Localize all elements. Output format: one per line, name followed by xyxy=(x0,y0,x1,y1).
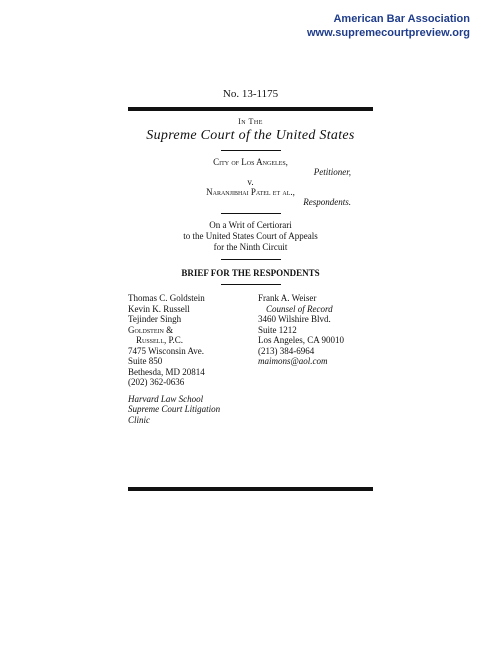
counsel-name: Tejinder Singh xyxy=(128,314,182,324)
phone: (202) 362-0636 xyxy=(128,377,185,387)
address-line: Suite 1212 xyxy=(258,324,297,335)
divider xyxy=(221,284,281,285)
counsel-block xyxy=(128,293,373,425)
brief-title: BRIEF FOR THE RESPONDENTS xyxy=(181,268,320,278)
address-line: 3460 Wilshire Blvd. xyxy=(258,314,331,324)
counsel-name: Frank A. Weiser xyxy=(258,293,317,303)
counsel-right xyxy=(258,293,373,425)
top-rule xyxy=(128,107,373,111)
versus: v. xyxy=(247,177,254,187)
email: maimons@aol.com xyxy=(258,356,328,366)
writ-line: to the United States Court of Appeals xyxy=(183,231,318,241)
counsel-title: Counsel of Record xyxy=(266,303,333,314)
docket-number: No. 13-1175 xyxy=(222,88,279,100)
petitioner-role: Petitioner, xyxy=(313,167,351,177)
watermark xyxy=(307,12,470,40)
address-line: Los Angeles, CA 90010 xyxy=(258,335,345,345)
clinic-line: Supreme Court Litigation xyxy=(128,404,221,414)
divider xyxy=(221,213,281,214)
watermark-site: www.supremecourtpreview.org xyxy=(306,27,470,39)
divider xyxy=(221,259,281,260)
clinic xyxy=(128,394,258,426)
respondent-role: Respondents. xyxy=(303,197,351,207)
court-in-the: In The xyxy=(238,117,263,126)
counsel-left xyxy=(128,293,258,425)
writ-description xyxy=(128,220,373,253)
address-line: Bethesda, MD 20814 xyxy=(128,366,205,377)
address-line: 7475 Wisconsin Ave. xyxy=(128,345,205,356)
respondent-name: Naranjibhai Patel et al., xyxy=(206,187,295,197)
watermark-org: American Bar Association xyxy=(333,13,470,25)
firm-name: Goldstein & xyxy=(128,324,174,335)
brief-cover xyxy=(128,80,373,425)
counsel-name: Thomas C. Goldstein xyxy=(128,293,205,303)
bottom-rule xyxy=(128,487,373,491)
divider xyxy=(221,150,281,151)
counsel-name: Kevin K. Russell xyxy=(128,303,190,314)
petitioner-name: City of Los Angeles, xyxy=(213,157,288,167)
phone: (213) 384-6964 xyxy=(258,345,315,356)
clinic-line: Harvard Law School xyxy=(128,393,204,404)
clinic-line: Clinic xyxy=(128,414,150,425)
firm-name: Russell, P.C. xyxy=(136,335,184,345)
writ-line: On a Writ of Certiorari xyxy=(209,220,292,230)
address-line: Suite 850 xyxy=(128,356,163,366)
writ-line: for the Ninth Circuit xyxy=(213,242,288,252)
court-name: Supreme Court of the United States xyxy=(146,128,355,143)
